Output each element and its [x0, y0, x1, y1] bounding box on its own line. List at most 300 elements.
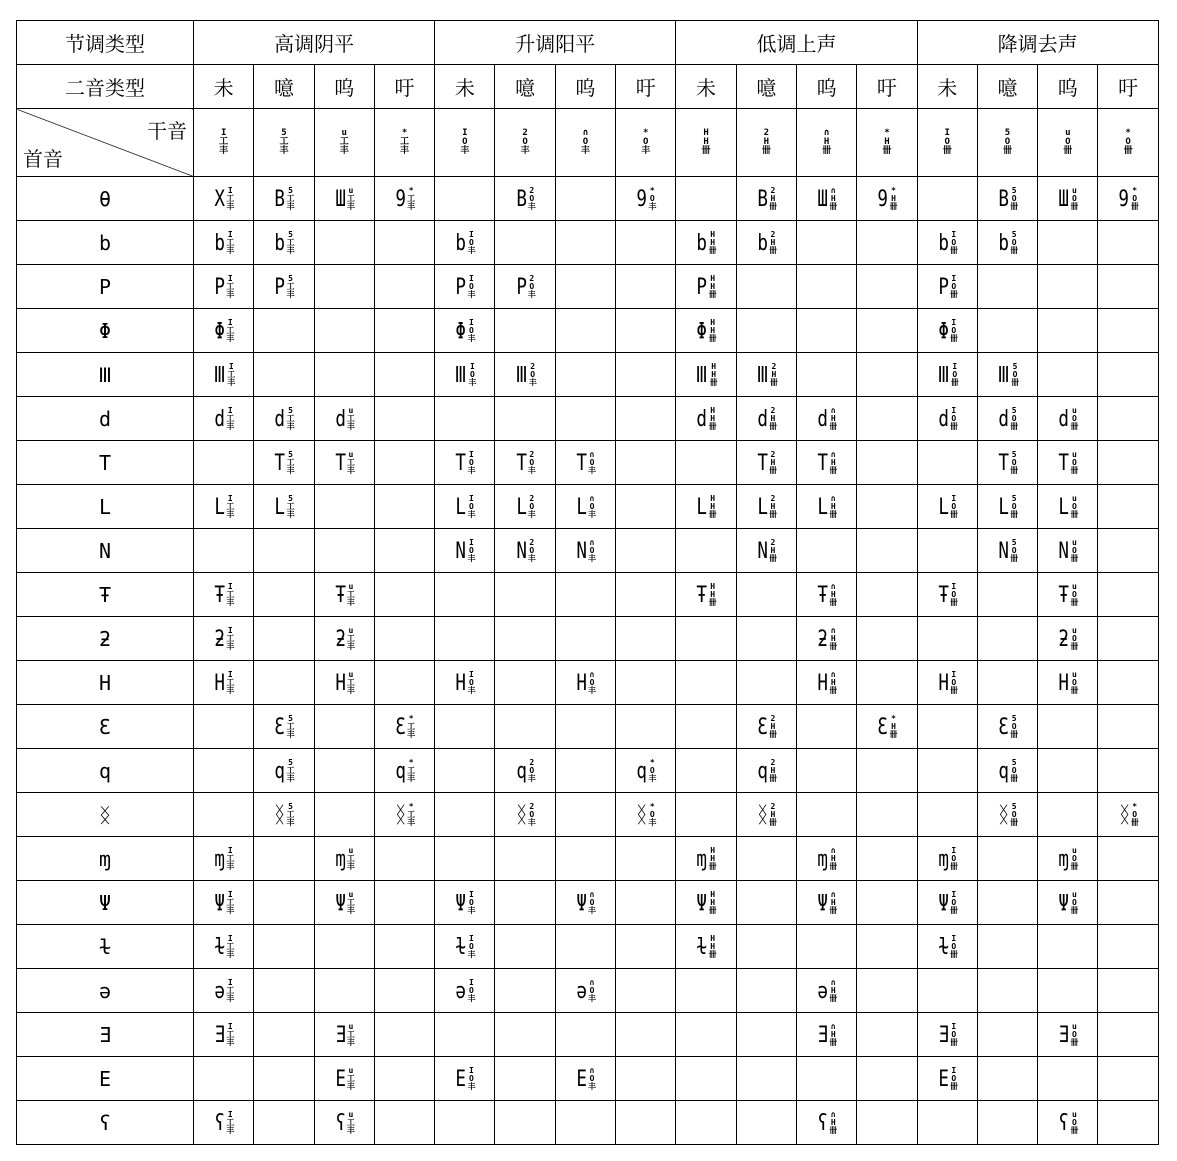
final-glyph-part: O — [951, 942, 957, 951]
final-glyph — [407, 187, 415, 211]
final-glyph-part: 卌 — [822, 146, 832, 156]
final-glyph-part: 卌 — [1010, 554, 1019, 563]
final-glyph-part: 卌 — [1123, 146, 1133, 156]
syllable-cell — [796, 749, 856, 793]
syllable-initial: Ⅲ — [515, 362, 528, 388]
syllable-cell — [857, 969, 917, 1013]
final-glyph-part: ∩ — [589, 670, 595, 679]
final-glyph — [1070, 1023, 1078, 1047]
final-glyph-part: O — [529, 194, 535, 203]
syllable-cell — [1038, 485, 1098, 529]
final-glyph — [950, 407, 958, 431]
syllable-cell — [857, 485, 917, 529]
final-glyph — [950, 495, 958, 519]
final-glyph-part: 卌 — [1070, 862, 1079, 871]
syllable-cell — [1098, 529, 1158, 573]
syllable-cell — [857, 661, 917, 705]
final-glyph — [521, 129, 530, 156]
final-glyph-part: ∩ — [830, 406, 836, 415]
final-glyph-part: I — [951, 1022, 957, 1031]
final-glyph-part: I — [951, 934, 957, 943]
syllable-initial: E — [937, 1066, 949, 1092]
syllable-cell — [1038, 925, 1098, 969]
syllable-cell — [435, 1057, 495, 1101]
final-glyph-part: 工 — [346, 898, 355, 907]
syllable-cell — [796, 529, 856, 573]
syllable-cell — [1038, 749, 1098, 793]
final-glyph — [588, 539, 596, 563]
syllable-cell — [616, 1057, 676, 1101]
final-glyph-part: 丰 — [648, 774, 657, 783]
syllable-cell — [254, 573, 314, 617]
syllable-initial: Ψ — [334, 890, 346, 916]
final-glyph-part: 卌 — [1070, 1126, 1079, 1135]
syllable-cell — [616, 925, 676, 969]
final-glyph-part: 2 — [522, 128, 528, 138]
syllable-cell — [555, 441, 615, 485]
final-glyph-part: O — [1072, 414, 1077, 423]
final-glyph-part: 丰 — [346, 686, 355, 695]
initial-glyph: H — [17, 661, 194, 705]
vowel-header: 未 — [194, 65, 254, 109]
syllable-cell — [796, 573, 856, 617]
syllable-cell — [977, 221, 1037, 265]
syllable-cell — [917, 1013, 977, 1057]
syllable-cell — [194, 661, 254, 705]
syllable-cell — [555, 485, 615, 529]
syllable-initial: ʕ — [214, 1110, 225, 1136]
final-glyph-part: u — [348, 626, 354, 635]
syllable-initial: H — [455, 670, 467, 696]
syllable-cell — [1038, 1013, 1098, 1057]
final-glyph-part: O — [529, 810, 535, 819]
final-glyph — [226, 495, 234, 519]
final-glyph-part: 5 — [288, 186, 293, 195]
initial-glyph: Ŧ — [17, 573, 194, 617]
syllable-cell — [977, 485, 1037, 529]
final-glyph-part: ∩ — [830, 450, 836, 459]
final-glyph — [829, 847, 837, 871]
final-glyph-part: I — [951, 890, 957, 899]
final-glyph-part: * — [891, 186, 896, 195]
syllable-cell — [676, 661, 736, 705]
final-glyph-part: H — [710, 898, 716, 907]
final-glyph-part: 工 — [226, 194, 235, 203]
syllable-cell — [857, 881, 917, 925]
final-glyph — [347, 407, 355, 431]
final-glyph-part: O — [951, 1074, 957, 1083]
final-glyph-part: 丰 — [467, 906, 476, 915]
final-glyph-part: I — [469, 274, 474, 283]
tone-type-label: 节调类型 — [17, 21, 194, 65]
syllable-cell — [495, 925, 555, 969]
final-glyph-part: 卌 — [768, 774, 777, 783]
syllable-cell — [555, 749, 615, 793]
table-row — [17, 177, 1159, 221]
final-glyph — [829, 451, 837, 475]
final-glyph-part: I — [469, 934, 474, 943]
final-glyph-part: 工 — [286, 282, 295, 291]
syllable-cell — [917, 177, 977, 221]
syllable-cell — [1098, 1013, 1158, 1057]
final-glyph — [287, 715, 295, 739]
syllable-initial: d — [334, 406, 346, 432]
syllable-initial: L — [937, 494, 949, 520]
syllable-cell — [857, 177, 917, 221]
final-glyph-part: H — [710, 942, 716, 951]
syllable-cell — [917, 265, 977, 309]
final-glyph — [287, 495, 295, 519]
syllable-initial: L — [214, 494, 225, 520]
syllable-cell — [495, 881, 555, 925]
final-glyph-part: 2 — [770, 758, 776, 767]
final-glyph — [1070, 583, 1078, 607]
syllable-cell — [917, 573, 977, 617]
final-glyph — [882, 129, 891, 156]
final-glyph-part: I — [462, 128, 468, 138]
syllable-initial: ᛝ — [395, 802, 406, 828]
final-glyph — [340, 129, 349, 156]
final-glyph-part: O — [951, 898, 957, 907]
final-glyph-part: O — [1072, 634, 1077, 643]
final-glyph-part: 丰 — [226, 1038, 235, 1047]
final-glyph-part: O — [589, 546, 595, 555]
syllable-cell — [1038, 265, 1098, 309]
tone-header: 升调阳平 — [435, 21, 676, 65]
final-glyph-part: 5 — [1012, 362, 1018, 371]
final-glyph-part: O — [1132, 810, 1138, 819]
syllable-cell — [374, 793, 434, 837]
final-glyph-part: I — [951, 494, 957, 503]
final-glyph-part: 卌 — [829, 466, 838, 475]
final-glyph-part: O — [589, 1074, 595, 1083]
final-glyph — [467, 935, 475, 959]
final-cell — [1038, 109, 1098, 177]
syllable-cell — [555, 793, 615, 837]
final-glyph-part: u — [348, 670, 354, 679]
syllable-cell — [616, 661, 676, 705]
final-glyph-part: 卌 — [708, 334, 717, 343]
final-glyph-part: 卌 — [708, 598, 717, 607]
final-glyph-part: H — [710, 414, 716, 423]
final-glyph-part: 丰 — [226, 862, 235, 871]
final-glyph-part: ∩ — [830, 186, 836, 195]
syllable-cell — [254, 441, 314, 485]
initial-glyph: Ɛ — [17, 705, 194, 749]
syllable-cell — [374, 485, 434, 529]
final-glyph-part: 卌 — [1010, 510, 1019, 519]
syllable-cell — [616, 177, 676, 221]
final-glyph-part: O — [529, 766, 535, 775]
final-glyph-part: O — [469, 546, 474, 555]
syllable-cell — [194, 309, 254, 353]
final-glyph — [347, 847, 355, 871]
final-glyph — [769, 451, 777, 475]
final-glyph-part: 卌 — [1010, 466, 1019, 475]
final-cell — [917, 109, 977, 177]
syllable-initial: E — [334, 1066, 346, 1092]
syllable-initial: Ŧ — [817, 582, 828, 608]
syllable-initial: T — [757, 450, 768, 476]
syllable-cell — [857, 1013, 917, 1057]
syllable-cell — [796, 925, 856, 969]
table-row — [17, 617, 1159, 661]
syllable-initial: P — [696, 274, 708, 300]
final-glyph-part: O — [1011, 414, 1017, 423]
final-glyph-part: 丰 — [286, 774, 295, 783]
final-glyph-part: 卌 — [949, 950, 958, 959]
syllable-cell — [1038, 1057, 1098, 1101]
table-row — [17, 1101, 1159, 1145]
syllable-initial: B — [998, 186, 1009, 212]
final-glyph-part: O — [1065, 137, 1071, 147]
final-glyph — [762, 129, 771, 156]
final-glyph-part: 卌 — [708, 510, 717, 519]
syllable-cell — [254, 881, 314, 925]
final-glyph — [1131, 187, 1139, 211]
final-glyph-part: 丰 — [286, 818, 295, 827]
final-glyph-part: H — [710, 502, 716, 511]
syllable-cell — [676, 881, 736, 925]
final-cell — [796, 109, 856, 177]
syllable-cell — [736, 529, 796, 573]
final-glyph-part: 卌 — [889, 202, 898, 211]
final-glyph-part: O — [469, 458, 474, 467]
syllable-cell — [435, 793, 495, 837]
final-glyph-part: 工 — [226, 986, 235, 995]
final-glyph-part: 5 — [1011, 186, 1017, 195]
final-glyph — [648, 187, 656, 211]
syllable-initial: Φ — [696, 318, 708, 344]
final-glyph-part: 工 — [226, 942, 235, 951]
final-glyph-part: 丰 — [641, 146, 651, 156]
final-glyph-part: 卌 — [768, 510, 777, 519]
final-glyph-part: 工 — [346, 414, 355, 423]
final-glyph-part: O — [951, 1030, 957, 1039]
syllable-cell — [435, 265, 495, 309]
final-glyph — [890, 187, 898, 211]
final-glyph-part: 2 — [529, 802, 535, 811]
final-glyph-part: 丰 — [400, 146, 410, 156]
final-glyph-part: u — [1072, 186, 1077, 195]
syllable-initial: Ш — [334, 186, 346, 212]
syllable-cell — [1098, 837, 1158, 881]
syllable-cell — [194, 617, 254, 661]
syllable-initial: L — [515, 494, 527, 520]
syllable-cell — [917, 661, 977, 705]
syllable-cell — [616, 397, 676, 441]
syllable-cell — [917, 397, 977, 441]
syllable-cell — [194, 969, 254, 1013]
final-glyph-part: 丰 — [346, 1038, 355, 1047]
initial-glyph: ɱ — [17, 837, 194, 881]
final-glyph-part: ∩ — [830, 582, 836, 591]
final-glyph — [1003, 129, 1012, 156]
final-glyph — [1010, 187, 1018, 211]
final-glyph — [226, 627, 234, 651]
final-glyph — [950, 935, 958, 959]
final-cell — [374, 109, 434, 177]
syllable-cell — [917, 881, 977, 925]
final-glyph-part: 工 — [286, 458, 295, 467]
syllable-cell — [194, 925, 254, 969]
final-glyph-part: I — [951, 230, 957, 239]
syllable-cell — [857, 309, 917, 353]
final-glyph-part: H — [710, 238, 716, 247]
final-glyph-part: 工 — [407, 722, 416, 731]
final-glyph-part: 丰 — [588, 554, 597, 563]
syllable-cell — [1038, 353, 1098, 397]
final-glyph — [1070, 539, 1078, 563]
final-glyph-part: * — [884, 128, 890, 138]
syllable-cell — [435, 177, 495, 221]
syllable-initial: ʕ — [334, 1110, 346, 1136]
syllable-cell — [374, 837, 434, 881]
syllable-cell — [194, 397, 254, 441]
final-glyph-part: * — [649, 186, 655, 195]
final-glyph-part: H — [830, 502, 836, 511]
final-glyph-part: I — [469, 1066, 474, 1075]
final-glyph-part: 卌 — [701, 146, 711, 156]
final-glyph-part: O — [462, 137, 468, 147]
final-glyph-part: ∩ — [589, 450, 595, 459]
final-glyph — [226, 935, 234, 959]
final-glyph-part: * — [643, 128, 649, 138]
final-glyph-part: O — [944, 137, 950, 147]
final-glyph-part: 工 — [279, 137, 289, 147]
final-glyph-part: O — [589, 986, 595, 995]
final-glyph-part: u — [348, 846, 354, 855]
final-glyph — [1010, 231, 1018, 255]
final-glyph — [1070, 1111, 1078, 1135]
syllable-cell — [254, 617, 314, 661]
final-glyph — [227, 363, 235, 387]
syllable-initial: L — [274, 494, 286, 520]
syllable-cell — [254, 177, 314, 221]
syllable-cell — [374, 441, 434, 485]
final-glyph-part: 工 — [400, 137, 410, 147]
final-glyph-part: O — [469, 282, 474, 291]
final-glyph-part: I — [227, 494, 233, 503]
final-glyph — [822, 129, 831, 156]
syllable-cell — [796, 705, 856, 749]
final-glyph-part: H — [710, 590, 716, 599]
syllable-cell — [796, 617, 856, 661]
syllable-initial: ƻ — [214, 626, 225, 652]
syllable-cell — [796, 397, 856, 441]
final-glyph-part: 工 — [226, 238, 235, 247]
syllable-initial: b — [214, 230, 225, 256]
final-glyph — [1131, 803, 1139, 827]
syllable-initial: E — [455, 1066, 467, 1092]
syllable-cell — [676, 969, 736, 1013]
final-glyph-part: * — [1132, 802, 1138, 811]
final-glyph-part: H — [710, 282, 716, 291]
vowel-header-row — [17, 65, 1159, 109]
syllable-cell — [1038, 661, 1098, 705]
syllable-cell — [796, 309, 856, 353]
syllable-initial: b — [757, 230, 768, 256]
syllable-cell — [435, 1101, 495, 1145]
final-glyph — [467, 495, 475, 519]
final-glyph — [347, 1067, 355, 1091]
syllable-cell — [435, 881, 495, 925]
final-glyph-part: 2 — [770, 450, 776, 459]
vowel-header: 吁 — [857, 65, 917, 109]
final-glyph-part: H — [830, 1030, 836, 1039]
syllable-cell — [796, 1013, 856, 1057]
syllable-cell — [917, 1057, 977, 1101]
syllable-cell — [314, 705, 374, 749]
syllable-cell — [1098, 617, 1158, 661]
syllable-cell — [736, 749, 796, 793]
final-glyph-part: u — [1072, 494, 1077, 503]
syllable-cell — [1098, 309, 1158, 353]
syllable-cell — [374, 309, 434, 353]
syllable-cell — [314, 397, 374, 441]
final-glyph-part: I — [469, 450, 474, 459]
syllable-cell — [254, 925, 314, 969]
final-glyph-part: u — [341, 128, 347, 138]
vowel-header: 呜 — [796, 65, 856, 109]
syllable-initial: ʕ — [1058, 1110, 1070, 1136]
syllable-initial: Ⅲ — [937, 362, 950, 388]
syllable-cell — [1038, 969, 1098, 1013]
final-glyph-part: O — [522, 137, 528, 147]
syllable-initial: T — [515, 450, 527, 476]
syllable-cell — [1038, 397, 1098, 441]
final-glyph-part: O — [1011, 458, 1017, 467]
final-glyph-part: 卌 — [1130, 818, 1139, 827]
final-glyph-part: 丰 — [527, 290, 536, 299]
final-glyph-part: u — [1072, 450, 1077, 459]
final-glyph-part: 丰 — [346, 862, 355, 871]
final-glyph-part: 卌 — [829, 1126, 838, 1135]
syllable-cell — [977, 1101, 1037, 1145]
final-glyph — [769, 539, 777, 563]
final-glyph — [400, 129, 409, 156]
final-glyph-part: O — [1004, 137, 1011, 147]
final-glyph-part: 工 — [407, 194, 416, 203]
final-glyph-part: 丰 — [286, 202, 295, 211]
syllable-cell — [857, 925, 917, 969]
final-glyph — [529, 363, 537, 387]
final-glyph-part: 丰 — [226, 598, 235, 607]
final-glyph — [1063, 129, 1072, 156]
initial-glyph: P — [17, 265, 194, 309]
final-glyph-part: O — [1072, 502, 1077, 511]
final-glyph-part: 工 — [226, 854, 235, 863]
syllable-cell — [495, 837, 555, 881]
syllable-initial: ɫ — [937, 934, 949, 960]
final-glyph — [769, 495, 777, 519]
syllable-initial: T — [817, 450, 828, 476]
syllable-initial: Ш — [817, 186, 828, 212]
initial-glyph: Ǝ — [17, 1013, 194, 1057]
syllable-cell — [555, 969, 615, 1013]
final-glyph-part: O — [1072, 854, 1077, 863]
final-glyph-part: 丰 — [407, 730, 416, 739]
syllable-cell — [374, 749, 434, 793]
syllable-cell — [796, 1101, 856, 1145]
syllable-initial: d — [1058, 406, 1070, 432]
final-glyph-part: 卌 — [768, 818, 777, 827]
table-row — [17, 837, 1159, 881]
syllable-cell — [676, 573, 736, 617]
final-glyph-part: 卌 — [949, 246, 958, 255]
syllable-cell — [1038, 705, 1098, 749]
final-glyph — [528, 759, 536, 783]
